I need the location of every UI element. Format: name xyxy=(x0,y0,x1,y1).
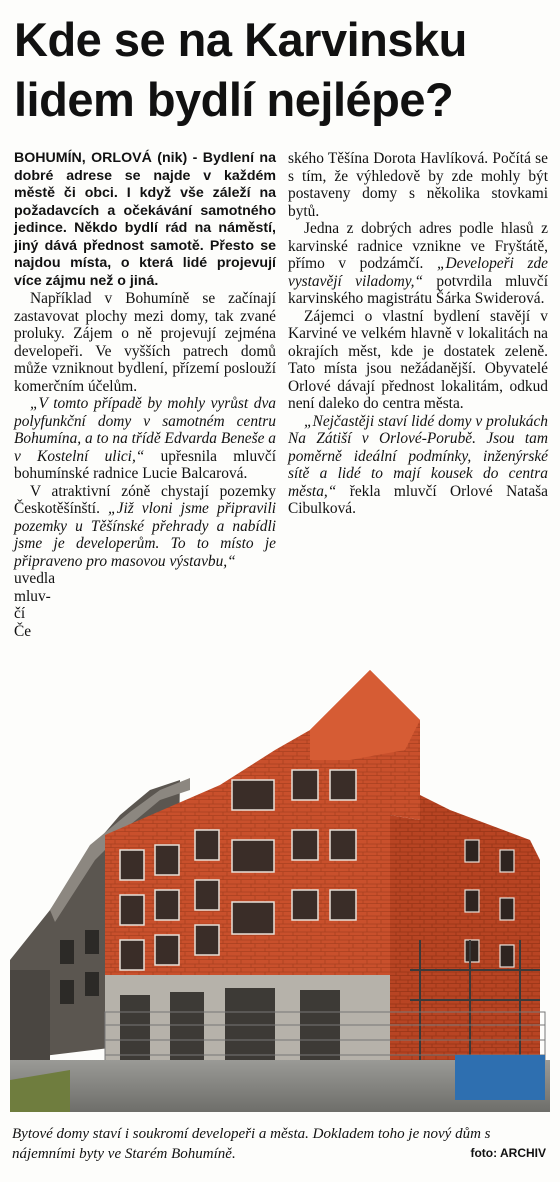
paragraph-frystat-start: Jedna z dobrých adres podle hlasů z karvinské radnice vznikne ve Fryštátě, přímo v podzámčí. xyxy=(288,220,548,272)
paragraph-karvina: Zájemci o vlastní bydlení stavějí v Karviné ve velkém hlavně v lokalitách na okrajích měst, kde je dostatek zeleně. Tato místa jsou nežádanější. Obyvatelé Orlové dávají přednost lokalitám, odkud není daleko do centra města. xyxy=(288,307,548,412)
photo-caption xyxy=(12,1124,548,1164)
wrap-ce: Če xyxy=(14,622,32,640)
headline-line-2: lidem bydlí nejlépe? xyxy=(14,73,454,126)
paragraph-balcarova xyxy=(14,395,276,483)
paragraph-frystat xyxy=(288,220,548,308)
quote-swiderova: „Developeři zde vystavějí viladomy,“ xyxy=(288,255,549,290)
headline-line-1: Kde se na Karvinsku xyxy=(14,13,467,66)
speaker-verb: řekla xyxy=(349,482,381,500)
paragraph-cesky-tesin-start: V atraktivní zóně chystají pozemky Českotěšínští. xyxy=(14,482,276,517)
speaker-cibulkova: mluvčí Orlové Nataša Cibulková. xyxy=(288,482,548,517)
paragraph-havlikova-cont: ského Těšína Dorota Havlíková. Počítá se s tím, že výhledově by zde mohly být postaveny domy s několika stovkami bytů. xyxy=(288,150,548,220)
paragraph-balcarova-rest: upřesnila mluvčí bohumínské radnice Lucie Balcarová. xyxy=(14,447,276,482)
container xyxy=(455,1055,545,1100)
wrap-mluv: mluv- xyxy=(14,587,51,605)
brick-building xyxy=(105,670,540,1060)
photo-credit: foto: ARCHIV xyxy=(470,1146,546,1160)
quote-havlikova: „Již vloni jsme připravili pozemky u Těšínské přehrady a nabídli jsme je developerům. To to místo je připraveno pro masovou výstavbu,“ xyxy=(14,500,276,570)
paragraph-orlova xyxy=(288,413,548,518)
wrap-ci: čí xyxy=(14,605,26,622)
column-left xyxy=(14,150,276,640)
dateline: BOHUMÍN, ORLOVÁ (nik) - xyxy=(14,150,198,166)
column-right xyxy=(288,150,548,518)
paragraph-cesky-tesin xyxy=(14,483,276,571)
quote-balcarova: „V tomto případě by mohly vyrůst dva polyfunkční domy v samotném centru Bohumína, a to na třídě Edvarda Beneše a v Kostelní ulici,“ xyxy=(14,395,276,465)
quote-cibulkova: „Nejčastěji staví lidé domy v prolukách Na Zátiší v Orlové-Porubě. Jsou tam poměrně ideální podmínky, inženýrské sítě a lidé to mají kousek do centra města,“ xyxy=(288,412,548,500)
paragraph-bohumin: Například v Bohumíně se začínají zastavovat plochy mezi domy, tak zvané proluky. Zájem o ně projevují zejména developeři. Ve vyšších patrech domů může vzniknout bydlení, přízemí poslouží komerčním účelům. xyxy=(14,290,276,395)
headline xyxy=(14,10,550,130)
paragraph-frystat-rest: potvrdila mluvčí karvinského magistrátu Šárka Swiderová. xyxy=(288,272,548,307)
caption-text: Bytové domy staví i soukromí developeři a města. Dokladem toho je nový dům s nájemními byty ve Starém Bohumíně. xyxy=(12,1126,491,1162)
building-photo xyxy=(10,640,550,1112)
lead-paragraph xyxy=(14,150,276,290)
lead-text: Bydlení na dobré adrese se najde v každém městě či obci. I když vše záleží na požadavcích a očekávání samotného jedince. Někdo bydlí rád na náměstí, jiný dává přednost samotě. Přesto se najdou místa, o která lidé projevují více zájmu než o jiná. xyxy=(14,150,276,289)
wrap-uvedla: uvedla xyxy=(14,570,56,587)
